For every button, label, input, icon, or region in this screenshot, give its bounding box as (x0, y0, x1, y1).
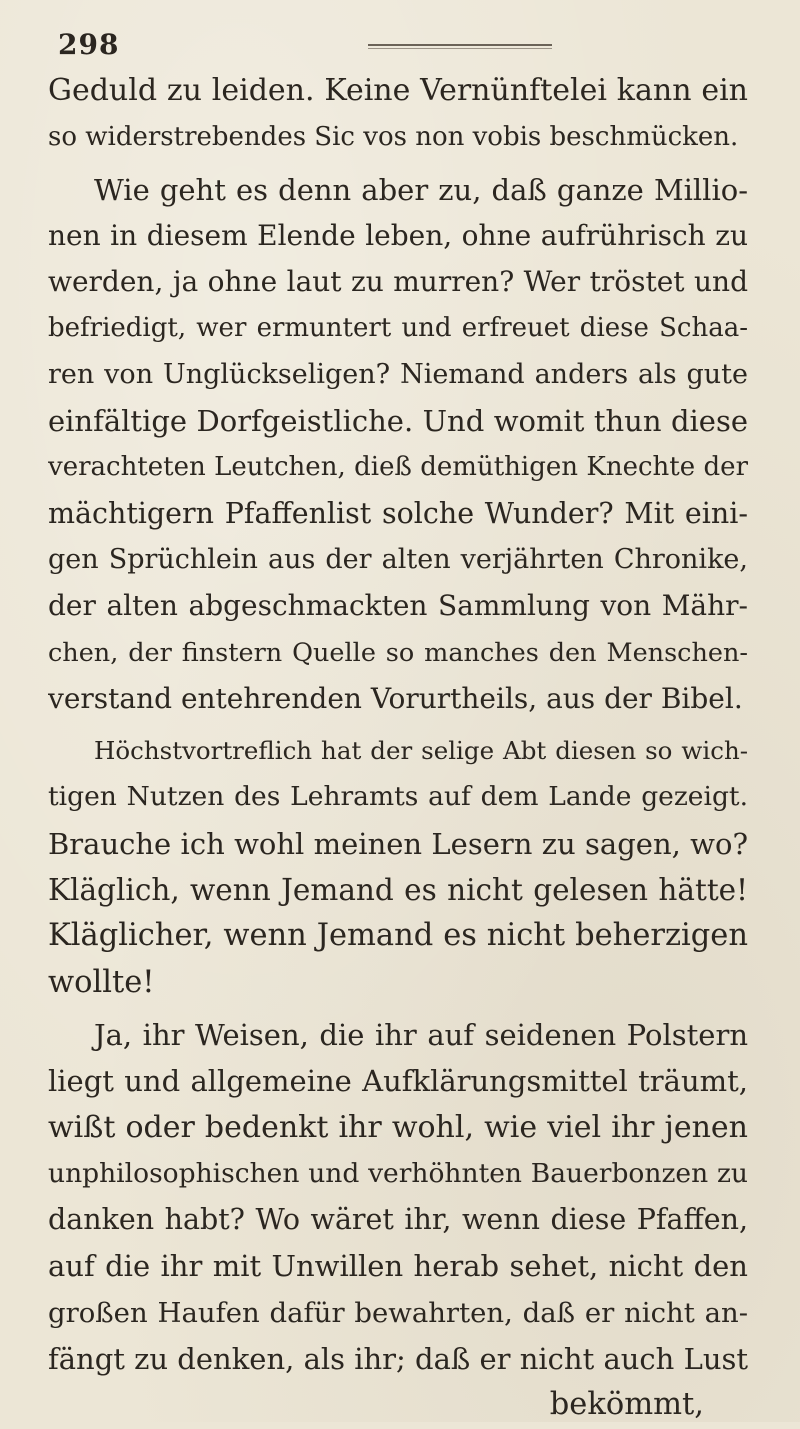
text-line: Kläglicher, wenn Jemand es nicht beherzigen (48, 918, 748, 954)
paragraph (48, 68, 748, 161)
text-line: danken habt? Wo wäret ihr, wenn diese Pfaffen, (48, 1203, 748, 1237)
text-line: einfältige Dorfgeistliche. Und womit thun diese (48, 404, 748, 439)
paragraph (48, 728, 748, 1006)
text-line: nen in diesem Elende leben, ohne aufrührisch zu (48, 218, 748, 252)
text-line: tigen Nutzen des Lehramts auf dem Lande gezeigt. (48, 781, 748, 813)
text-line: wollte! (48, 964, 155, 1000)
paragraph (48, 167, 748, 723)
text-line: werden, ja ohne laut zu murren? Wer tröstet und (48, 265, 748, 299)
text-line: Geduld zu leiden. Keine Vernünftelei kann ein (48, 73, 748, 108)
text-line: verstand entehrenden Vorurtheils, aus der Bibel. (48, 681, 743, 715)
text-line: liegt und allgemeine Aufklärungsmittel träumt, (48, 1064, 748, 1099)
text-line: mächtigern Pfaffenlist solche Wunder? Mit eini- (48, 496, 748, 530)
text-line: unphilosophischen und verhöhnten Bauerbonzen zu (48, 1157, 748, 1189)
page-header (48, 20, 748, 66)
text-line: Wie geht es denn aber zu, daß ganze Millio- (94, 172, 748, 207)
text-line: der alten abgeschmackten Sammlung von Mähr- (48, 589, 748, 623)
catchword: bekömmt, (549, 1387, 704, 1423)
text-line: wißt oder bedenkt ihr wohl, wie viel ihr jenen (48, 1109, 748, 1145)
paragraph (48, 1012, 748, 1429)
text-line: chen, der finstern Quelle so manches den Menschen- (48, 637, 748, 668)
text-line: verachteten Leutchen, dieß demüthigen Knechte der (48, 452, 748, 483)
text-line: auf die ihr mit Unwillen herab sehet, nicht den (48, 1249, 748, 1284)
text-line: Kläglich, wenn Jemand es nicht gelesen hätte! (48, 873, 748, 908)
text-line: befriedigt, wer ermuntert und erfreuet diese Schaa- (48, 313, 748, 344)
text-line: so widerstrebendes Sic vos non vobis beschmücken. (48, 122, 739, 153)
text-line: Brauche ich wohl meinen Lesern zu sagen, wo? (48, 826, 748, 861)
text-line: fängt zu denken, als ihr; daß er nicht auch Lust (48, 1342, 748, 1377)
page-number: 298 (58, 28, 120, 61)
text-line: großen Haufen dafür bewahrten, daß er nicht an- (48, 1296, 748, 1329)
text-line: gen Sprüchlein aus der alten verjährten Chronike, (48, 543, 748, 575)
body-text (48, 68, 748, 1429)
text-line: ren von Unglückseligen? Niemand anders als gute (48, 358, 748, 390)
header-rule (368, 44, 552, 49)
text-line: Ja, ihr Weisen, die ihr auf seidenen Polstern (94, 1017, 748, 1052)
text-line: Höchstvortreflich hat der selige Abt diesen so wich- (94, 736, 748, 766)
